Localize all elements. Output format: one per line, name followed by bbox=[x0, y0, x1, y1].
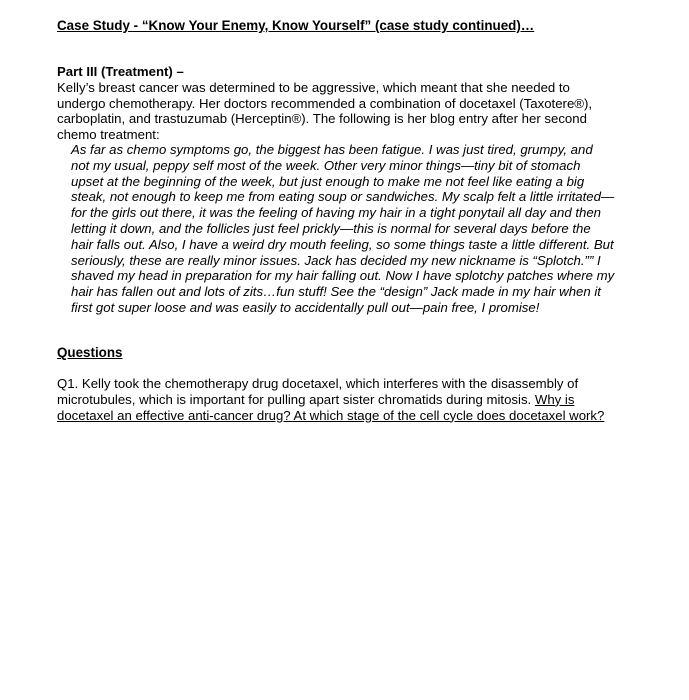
question-one-underlined-text: Why is bbox=[534, 391, 575, 407]
questions-heading: Questions bbox=[57, 345, 123, 360]
blog-line: hair has fallen out and lots of zits…fun stuff! See the “design” Jack made in my hair when it bbox=[71, 284, 601, 300]
blog-line: seriously, these are really minor issues. Jack has decided my new nickname is “Splotch.”” I bbox=[71, 252, 601, 268]
blog-entry-quote bbox=[71, 142, 637, 316]
question-one-line: Q1. Kelly took the chemotherapy drug docetaxel, which interferes with the disassembly of bbox=[57, 376, 579, 391]
blog-line: upset at the beginning of the week, but just enough to make me not feel like eating a big bbox=[71, 173, 585, 189]
blog-line: letting it down, and the follicles just feel prickly—this is normal for several days before the bbox=[71, 220, 591, 236]
question-one-underlined-line: docetaxel an effective anti-cancer drug? At which stage of the cell cycle does docetaxel work? bbox=[57, 407, 605, 423]
part-three-text-line: chemo treatment: bbox=[57, 127, 160, 143]
part-three-heading: Part III (Treatment) – bbox=[57, 64, 184, 79]
blog-line: hair falls out. Also, I have a weird dry mouth feeling, so some things taste a little different. But bbox=[71, 236, 614, 252]
question-one-text: microtubules, which is important for pulling apart sister chromatids during mitosis. bbox=[57, 391, 535, 407]
part-three-section bbox=[57, 64, 637, 143]
question-one-line bbox=[57, 392, 637, 408]
blog-line: for the girls out there, it was the feeling of having my hair in a tight ponytail all day and then bbox=[71, 205, 602, 221]
part-three-text-line: undergo chemotherapy. Her doctors recommended a combination of docetaxel (Taxotere®), bbox=[57, 95, 593, 111]
case-study-title: Case Study - “Know Your Enemy, Know Yourself” (case study continued)… bbox=[57, 18, 535, 33]
question-one bbox=[57, 376, 637, 423]
blog-line: steak, not enough to keep me from eating soup or sandwiches. My scalp felt a little irritated— bbox=[71, 189, 615, 205]
blog-line: shaved my head in preparation for my hair falling out. Now I have splotchy patches where my bbox=[71, 268, 615, 284]
blog-line: As far as chemo symptoms go, the biggest has been fatigue. I was just tired, grumpy, and bbox=[71, 142, 593, 157]
part-three-text-line: Kelly’s breast cancer was determined to be aggressive, which meant that she needed to bbox=[57, 79, 570, 95]
blog-line: not my usual, peppy self most of the week. Other very minor things—tiny bit of stomach bbox=[71, 157, 581, 173]
blog-line: first got super loose and was easily to accidentally pull out—pain free, I promise! bbox=[71, 299, 540, 315]
part-three-text-line: carboplatin, and trastuzumab (Herceptin®). The following is her blog entry after her second bbox=[57, 111, 587, 127]
